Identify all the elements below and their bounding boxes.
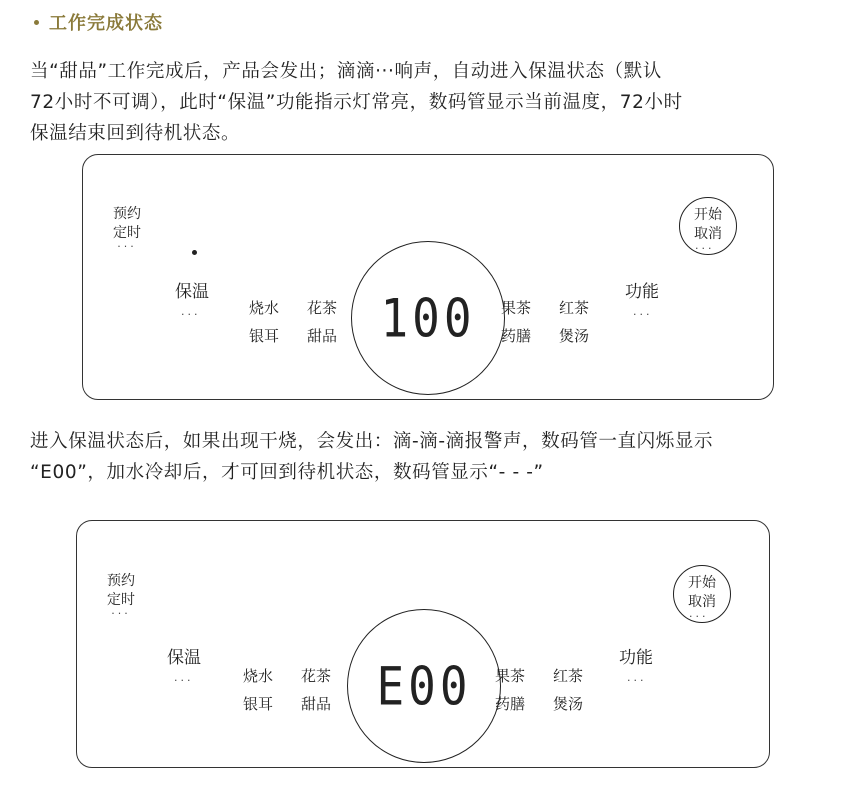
func-boil-water[interactable]: 烧水 bbox=[249, 299, 280, 317]
warm-dots: ··· bbox=[181, 308, 201, 321]
func-flower-tea[interactable]: 花茶 bbox=[301, 667, 332, 685]
function-dots: ··· bbox=[633, 308, 653, 321]
function-dots: ··· bbox=[627, 674, 647, 687]
timer-label-line2: 定时 bbox=[113, 225, 141, 241]
cancel-label: 取消 bbox=[688, 594, 716, 610]
warm-button[interactable] bbox=[167, 647, 201, 669]
timer-label-line1: 预约 bbox=[107, 573, 135, 589]
function-button[interactable] bbox=[619, 647, 653, 669]
function-button[interactable] bbox=[625, 281, 659, 303]
control-panel-error bbox=[76, 520, 770, 768]
func-tremella[interactable]: 银耳 bbox=[243, 695, 274, 713]
func-fruit-tea[interactable]: 果茶 bbox=[501, 299, 532, 317]
paragraph-dry-burn bbox=[30, 426, 830, 488]
func-fruit-tea[interactable]: 果茶 bbox=[495, 667, 526, 685]
display-value: 100 bbox=[380, 286, 476, 350]
function-label: 功能 bbox=[625, 282, 659, 302]
display-value: E00 bbox=[376, 654, 472, 718]
func-black-tea[interactable]: 红茶 bbox=[559, 299, 590, 317]
start-dots: ··· bbox=[689, 610, 709, 623]
timer-dots: ··· bbox=[117, 240, 137, 253]
func-black-tea[interactable]: 红茶 bbox=[553, 667, 584, 685]
paragraph-line: 当“甜品”工作完成后，产品会发出；滴滴···响声，自动进入保温状态（默认 bbox=[30, 61, 662, 82]
func-dessert[interactable]: 甜品 bbox=[301, 695, 332, 713]
func-soup[interactable]: 煲汤 bbox=[553, 695, 584, 713]
func-flower-tea[interactable]: 花茶 bbox=[307, 299, 338, 317]
digital-display bbox=[351, 241, 505, 395]
paragraph-line: 保温结束回到待机状态。 bbox=[30, 123, 241, 144]
heading-text: 工作完成状态 bbox=[49, 13, 163, 34]
func-boil-water[interactable]: 烧水 bbox=[243, 667, 274, 685]
timer-label-line1: 预约 bbox=[113, 206, 141, 222]
func-herbal[interactable]: 药膳 bbox=[495, 695, 526, 713]
start-label: 开始 bbox=[694, 207, 722, 223]
digital-display bbox=[347, 609, 501, 763]
timer-dots: ··· bbox=[111, 607, 131, 620]
func-tremella[interactable]: 银耳 bbox=[249, 327, 280, 345]
warm-label: 保温 bbox=[167, 648, 201, 668]
paragraph-line: “E00”，加水冷却后，才可回到待机状态，数码管显示“- - -” bbox=[30, 462, 544, 483]
control-panel-warm bbox=[82, 154, 774, 400]
warm-button[interactable] bbox=[175, 281, 209, 303]
paragraph-line: 72小时不可调），此时“保温”功能指示灯常亮，数码管显示当前温度，72小时 bbox=[30, 92, 683, 113]
func-soup[interactable]: 煲汤 bbox=[559, 327, 590, 345]
bullet-icon bbox=[34, 20, 39, 25]
paragraph-line: 进入保温状态后，如果出现干烧，会发出：滴-滴-滴报警声，数码管一直闪烁显示 bbox=[30, 431, 714, 452]
start-label: 开始 bbox=[688, 575, 716, 591]
warm-dots: ··· bbox=[174, 674, 194, 687]
cancel-label: 取消 bbox=[694, 226, 722, 242]
func-herbal[interactable]: 药膳 bbox=[501, 327, 532, 345]
start-dots: ··· bbox=[695, 242, 715, 255]
timer-label-line2: 定时 bbox=[107, 592, 135, 608]
indicator-light-icon bbox=[192, 250, 197, 255]
section-heading bbox=[34, 8, 163, 36]
timer-label[interactable] bbox=[107, 572, 135, 618]
timer-label[interactable] bbox=[113, 205, 141, 251]
paragraph-completion bbox=[30, 56, 830, 149]
warm-label: 保温 bbox=[175, 282, 209, 302]
function-label: 功能 bbox=[619, 648, 653, 668]
func-dessert[interactable]: 甜品 bbox=[307, 327, 338, 345]
